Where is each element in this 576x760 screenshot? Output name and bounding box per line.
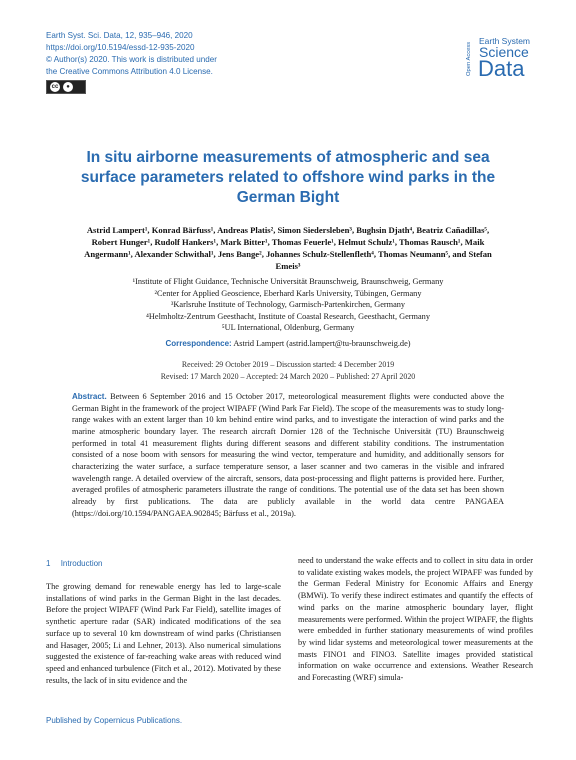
journal-logo-line1: Earth System xyxy=(479,36,531,46)
received-dates: Received: 29 October 2019 – Discussion started: 4 December 2019 xyxy=(181,360,395,369)
section-title: Introduction xyxy=(60,559,103,568)
citation-line: Earth Syst. Sci. Data, 12, 935–946, 2020 xyxy=(46,31,193,40)
author-list: Astrid Lampert¹, Konrad Bärfuss¹, Andreas Platis², Simon Siedersleben³, Bughsin Djath⁴, Beatriz Cañadillas⁵, Robert Hunger¹, Rudolf Hankers¹, Mark Bitter¹, Thomas Feuerle¹, Helmut Schulz¹, Thomas Rausch¹, Maik Angermann¹, Alexander Schwithal¹, Jens Bange², Johannes Schulz-Stellenfleth⁴, Thomas Neumann⁵, and Stefan Emeis³ xyxy=(84,225,492,271)
cc-icon: cc xyxy=(51,84,59,90)
by-icon: ● xyxy=(63,82,73,92)
section-heading xyxy=(46,559,103,568)
affiliation-1: ¹Institute of Flight Guidance, Technische Universität Braunschweig, Braunschweig, Germany xyxy=(132,277,444,286)
abstract-text: Between 6 September 2016 and 15 October 2017, meteorological measurement flights were conducted above the German Bight in the framework of the project WIPAFF (Wind Park Far Field). The scope of the measurements was to study long-range wakes with an extent larger than 10 km behind entire wind parks, and to investigate the interaction of wind parks and the marine atmospheric boundary layer. The research aircraft Dornier 128 of the Technische Universität (TU) Braunschweig performed in total 41 measurement flights during different seasons and different stability conditions. The instrumentation consisted of a nose boom with sensors for measuring the wind vector, temperature and humidity, and additionally sensors for characterizing the water surface, a surface temperature sensor, a laser scanner and two cameras in the visible and infrared wavelength range. A detailed overview of the aircraft, sensors, data post-processing and flight patterns is provided here. Further, averaged profiles of atmospheric parameters illustrate the range of conditions. The potential use of the data set has been shown already by first publications. The data are publicly available in the world data centre PANGAEA (https://doi.org/10.1594/PANGAEA.902845; Bärfuss et al., 2019a). xyxy=(72,392,504,518)
license-line[interactable]: the Creative Commons Attribution 4.0 License. xyxy=(46,67,213,76)
correspondence-label: Correspondence: xyxy=(165,339,232,348)
journal-header xyxy=(46,30,346,94)
affiliation-5: ⁵UL International, Oldenburg, Germany xyxy=(221,323,355,333)
doi-link[interactable]: https://doi.org/10.5194/essd-12-935-2020 xyxy=(46,43,195,52)
correspondence xyxy=(80,339,496,348)
abstract xyxy=(72,391,504,519)
abstract-label: Abstract. xyxy=(72,392,107,401)
paper-title: In situ airborne measurements of atmospheric and sea surface parameters related to offshore wind parks in the German Bight xyxy=(80,149,496,206)
journal-logo xyxy=(466,36,546,84)
cc-license-badge[interactable] xyxy=(46,80,86,94)
journal-logo-line3: Data xyxy=(478,56,525,81)
open-access-label: Open Access xyxy=(466,41,472,77)
affiliation-2: ²Center for Applied Geoscience, Eberhard Karls University, Tübingen, Germany xyxy=(154,288,422,298)
affiliations xyxy=(80,276,496,334)
copyright-line: © Author(s) 2020. This work is distributed under xyxy=(46,55,217,64)
body-column-left: The growing demand for renewable energy has led to large-scale installations of wind parks in the German Bight in the last decades. Before the project WIPAFF (Wind Park Far Field), satellite images of synthetic aperture radar (SAR) indicated modifications of the sea surface up to several 10 km downstream of wind parks (Christiansen and Hasager, 2005; Li and Lehner, 2013). Also numerical simulations suggested the existence of far-reaching wake areas with reduced wind speed and enhanced turbulence (Fitch et al., 2012). Motivated by these results, the lack of in situ evidence and the xyxy=(46,582,281,685)
publisher-footer: Published by Copernicus Publications. xyxy=(46,716,183,725)
affiliation-3: ³Karlsruhe Institute of Technology, Garmisch-Partenkirchen, Germany xyxy=(170,300,406,310)
revised-dates: Revised: 17 March 2020 – Accepted: 24 March 2020 – Published: 27 April 2020 xyxy=(160,371,416,381)
publication-dates xyxy=(80,359,496,382)
journal-logo-line2: Science xyxy=(479,44,529,60)
body-column-right: need to understand the wake effects and to collect in situ data in order to validate existing wakes models, the project WIPAFF was funded by the German Federal Ministry for Economic Affairs and Energy (BMWi). To verify these indirect estimates and quantify the effects of wind parks on the marine atmospheric boundary layer, flight measurements were performed. Within the project WIPAFF, the flights were embedded in further stationary measurements of wind profiles by wind lidar systems and meteorological tower measurements at the masts FINO1 and FINO3. Satellite images provided statistical information on wake occurrence and extensions. Weather Research and Forecasting (WRF) simula- xyxy=(298,556,533,683)
correspondence-text[interactable]: Astrid Lampert (astrid.lampert@tu-braunschweig.de) xyxy=(233,339,411,348)
section-number: 1 xyxy=(46,559,51,568)
affiliation-4: ⁴Helmholtz-Zentrum Geesthacht, Institute of Coastal Research, Geesthacht, Germany xyxy=(146,311,430,321)
